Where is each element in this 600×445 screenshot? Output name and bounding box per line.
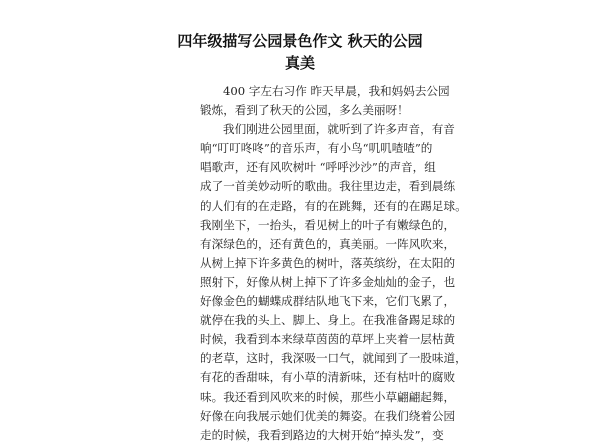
title-line-2: 真美	[284, 54, 315, 72]
title-line-1: 四年级描写公园景色作文 秋天的公园	[177, 32, 423, 50]
essay-line: 的人们有的在走路，有的在跳舞，还有的在踢足球。	[200, 198, 467, 213]
essay-line: 锻炼，看到了秋天的公园，多么美丽呀！	[200, 103, 409, 118]
essay-line: 就停在我的头上、脚上、身上。在我准备踢足球的	[200, 313, 456, 328]
essay-line: 有深绿色的，还有黄色的，真美丽。一阵风吹来，	[200, 236, 456, 251]
essay-line: 400 字左右习作 昨天早晨，我和妈妈去公园	[223, 84, 450, 98]
essay-line: 的老草，这时，我深吸一口气，就闻到了一股味道，	[200, 351, 467, 366]
essay-line: 照射下，好像从树上掉下了许多金灿灿的金子，也	[200, 274, 456, 289]
essay-line: 走的时候，我看到路边的大树开始“掉头发”，变	[200, 427, 444, 442]
essay-line: 成了一首美妙动听的歌曲。我往里边走，看到晨练	[200, 179, 456, 194]
essay-line: 有花的香甜味，有小草的清新味，还有枯叶的腐败	[200, 370, 456, 385]
essay-line: 我刚坐下，一抬头，看见树上的叶子有嫩绿色的，	[200, 217, 456, 232]
essay-line: 好像金色的蝴蝶成群结队地飞下来，它们飞累了，	[200, 294, 456, 309]
essay-line: 好像在向我展示她们优美的舞姿。在我们绕着公园	[200, 408, 456, 423]
essay-line: 味。我还看到风吹来的时候，那些小草翩翩起舞，	[200, 389, 456, 404]
essay-line: 唱歌声，还有风吹树叶 “呼呼沙沙”的声音，组	[200, 160, 436, 175]
essay-line: 时候，我看到本来绿草茵茵的草坪上夹着一层枯黄	[200, 332, 456, 347]
essay-line: 响“叮叮咚咚”的音乐声，有小鸟“叽叽喳喳”的	[200, 141, 433, 156]
essay-body	[200, 82, 467, 445]
essay-line: 从树上掉下许多黄色的树叶，落英缤纷，在太阳的	[200, 255, 456, 270]
essay-line: 我们刚进公园里面，就听到了许多声音，有音	[223, 122, 455, 137]
document-title	[150, 30, 450, 74]
